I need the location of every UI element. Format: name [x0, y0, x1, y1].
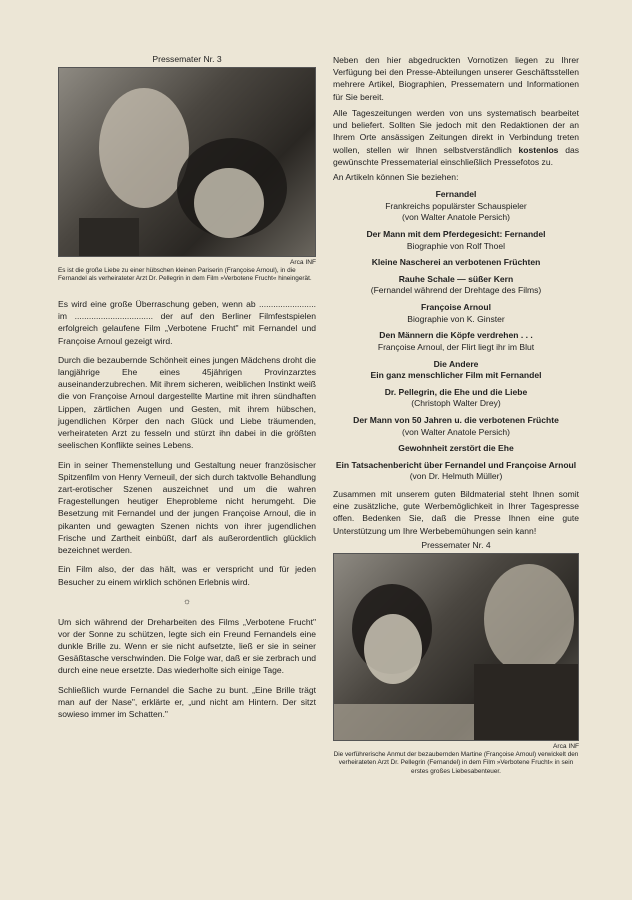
- article-title: Dr. Pellegrin, die Ehe und die Liebe: [384, 386, 528, 397]
- left-column: [58, 54, 316, 727]
- right-closing: [333, 488, 579, 537]
- article-sub: (von Walter Anatole Persich): [402, 426, 510, 437]
- article-sub: (von Dr. Helmuth Müller): [409, 471, 503, 482]
- list-item: [333, 443, 579, 455]
- paragraph: Zusammen mit unserem guten Bildmaterial steht Ihnen somit eine zusätzliche, gute Werbemöglichkeit in Ihrer Tagespresse offen. Bedenken Sie, daß die Presse Ihnen eine gute Unterstützung um Ihre Werbebemühungen sein kann!: [333, 488, 579, 536]
- article-title: Rauhe Schale — süßer Kern: [398, 273, 514, 284]
- list-item: [333, 359, 579, 382]
- article-title: Kleine Nascherei an verbotenen Früchten: [371, 257, 541, 268]
- article-title: Fernandel: [435, 189, 477, 200]
- paragraph: Ein Film also, der das hält, was er verspricht und für jeden Besucher zu einem wirklich schönen Erlebnis wird.: [58, 564, 316, 587]
- article-list: [333, 189, 579, 483]
- right-column: [333, 54, 579, 776]
- article-sub: (Christoph Walter Drey): [411, 398, 501, 409]
- list-item: [333, 330, 579, 353]
- photo-3-caption: Es ist die große Liebe zu einer hübschen kleinen Pariserin (Françoise Arnoul), in die Fernandel als verheirateter Arzt Dr. Pellegrin in dem Film »Verbotene Frucht« hineingerät.: [58, 267, 312, 283]
- list-item: [333, 229, 579, 252]
- photo-4-credit: Arca INF: [552, 742, 579, 750]
- article-sub: Biographie von K. Ginster: [407, 313, 505, 324]
- list-item: [333, 257, 579, 269]
- sun-separator-icon: ☼: [182, 595, 192, 606]
- right-intro: [333, 54, 579, 183]
- article-sub: Biographie von Rolf Thoel: [406, 240, 506, 251]
- list-item: [333, 415, 579, 438]
- list-item: [333, 387, 579, 410]
- article-title: Françoise Arnoul: [421, 302, 491, 313]
- article-title: Ein Tatsachenbericht über Fernandel und Françoise Arnoul: [335, 459, 577, 470]
- pressemater-4-label: Pressemater Nr. 4: [421, 539, 491, 550]
- list-item: [333, 274, 579, 297]
- article-sub: (von Walter Anatole Persich): [402, 212, 510, 223]
- pressemater-3-label: Pressemater Nr. 3: [152, 54, 222, 64]
- article-title: Ein ganz menschlicher Film mit Fernandel: [370, 370, 542, 381]
- article-title: Der Mann von 50 Jahren u. die verbotenen Früchte: [353, 414, 559, 425]
- photo-4-caption: Die verführerische Anmut der bezaubernden Martine (Françoise Arnoul) verwickelt den verheirateten Arzt Dr. Pellegrin (Fernandel) in dem Film »Verbotene Frucht« in sein erstes großes Liebesabenteuer.: [333, 750, 579, 775]
- press-photo-4: [333, 553, 579, 741]
- paragraph: Durch die bezaubernde Schönheit eines jungen Mädchens droht die langjährige Ehe eines 45jährigen Provinzarztes auseinanderzubrechen. Mit ihrem sicheren, weiblichen Instinkt weiß die von Françoise Arnoul dargestellte Martine mit ihren sündhaften Lippen, zärtlichen Augen und Gesten, mit ihrem hübschen, jugendlichen Körper den nach Glück und Liebe träumenden, verheirateten Arzt zu fesseln und stürzt ihn dabei in die größten seelischen Konflikte seines Lebens.: [58, 354, 316, 451]
- article-sub: Françoise Arnoul, der Flirt liegt ihr im Blut: [377, 341, 535, 352]
- paragraph: Ein in seiner Themenstellung und Gestaltung neuer französischer Spitzenfilm von Henry Verneuil, der sich durch taktvolle Behandlung zart-erotischer Szenen auszeichnet und um die wahren Fragestellungen heutiger Eheprobleme nicht herumgeht. Die Besetzung mit Fernandel und der jungen Françoise Arnoul, die in pikanten und gewagten Szenen nichts von ihrer jugendlichen Frische und Zartheit einbüßt, darf als außerordentlich glücklich bezeichnet werden.: [58, 459, 316, 556]
- paragraph: Alle Tageszeitungen werden von uns systematisch bearbeitet und beliefert. Sollten Sie jedoch mit den Redaktionen der an Ihrem Orte ansässigen Zeitungen direkt in Verbindung treten wollen, stellen wir Ihnen selbstverständlich kostenlos das gewünschte Pressematerial einschließlich Pressefotos zu.: [333, 107, 580, 167]
- article-sub: Frankreichs populärster Schauspieler: [385, 200, 527, 211]
- photo-3-credit: Arca INF: [289, 259, 316, 266]
- paragraph: Es wird eine große Überraschung geben, wenn ab ........................ im ................................. der auf den Berliner Filmfestspielen erfolgreich gelaufene Film „Verbotene Frucht" mit Fernandel und Françoise Arnoul gezeigt wird.: [58, 298, 316, 346]
- paragraph: Neben den hier abgedruckten Vornotizen liegen zu Ihrer Verfügung bei den Presse-Abteilungen unserer Geschäftsstellen mehrere Artikel, Biographien, Pressematern und Informationen für Sie bereit.: [333, 55, 579, 102]
- paragraph: An Artikeln können Sie beziehen:: [333, 171, 459, 182]
- left-body: [58, 298, 316, 720]
- list-item: [333, 460, 579, 483]
- article-title: Der Mann mit dem Pferdegesicht: Fernandel: [366, 229, 546, 240]
- article-title: Gewohnheit zerstört die Ehe: [398, 443, 514, 454]
- press-photo-3: [58, 67, 316, 257]
- article-sub: (Fernandel während der Drehtage des Films): [370, 285, 542, 296]
- paragraph: Um sich während der Dreharbeiten des Films „Verbotene Frucht" vor der Sonne zu schützen, legte sich ein Freund Fernandels eine dunkle Brille zu. Wenn er sie nicht aufsetzte, ließ er sie in seiner Gesäßtasche verschwinden. Die Folge war, daß er sie zerbrach und durch eine neue ersetzte. Das wiederholte sich einige Tage.: [58, 616, 316, 676]
- article-title: Die Andere: [433, 358, 479, 369]
- article-title: Den Männern die Köpfe verdrehen . . .: [379, 330, 533, 341]
- list-item: [333, 302, 579, 325]
- list-item: [333, 189, 579, 224]
- paragraph: Schließlich wurde Fernandel die Sache zu bunt. „Eine Brille trägt man auf der Nase", erklärte er, „und nicht am Hintern. Der sitzt sowieso immer im Schatten.": [58, 684, 316, 720]
